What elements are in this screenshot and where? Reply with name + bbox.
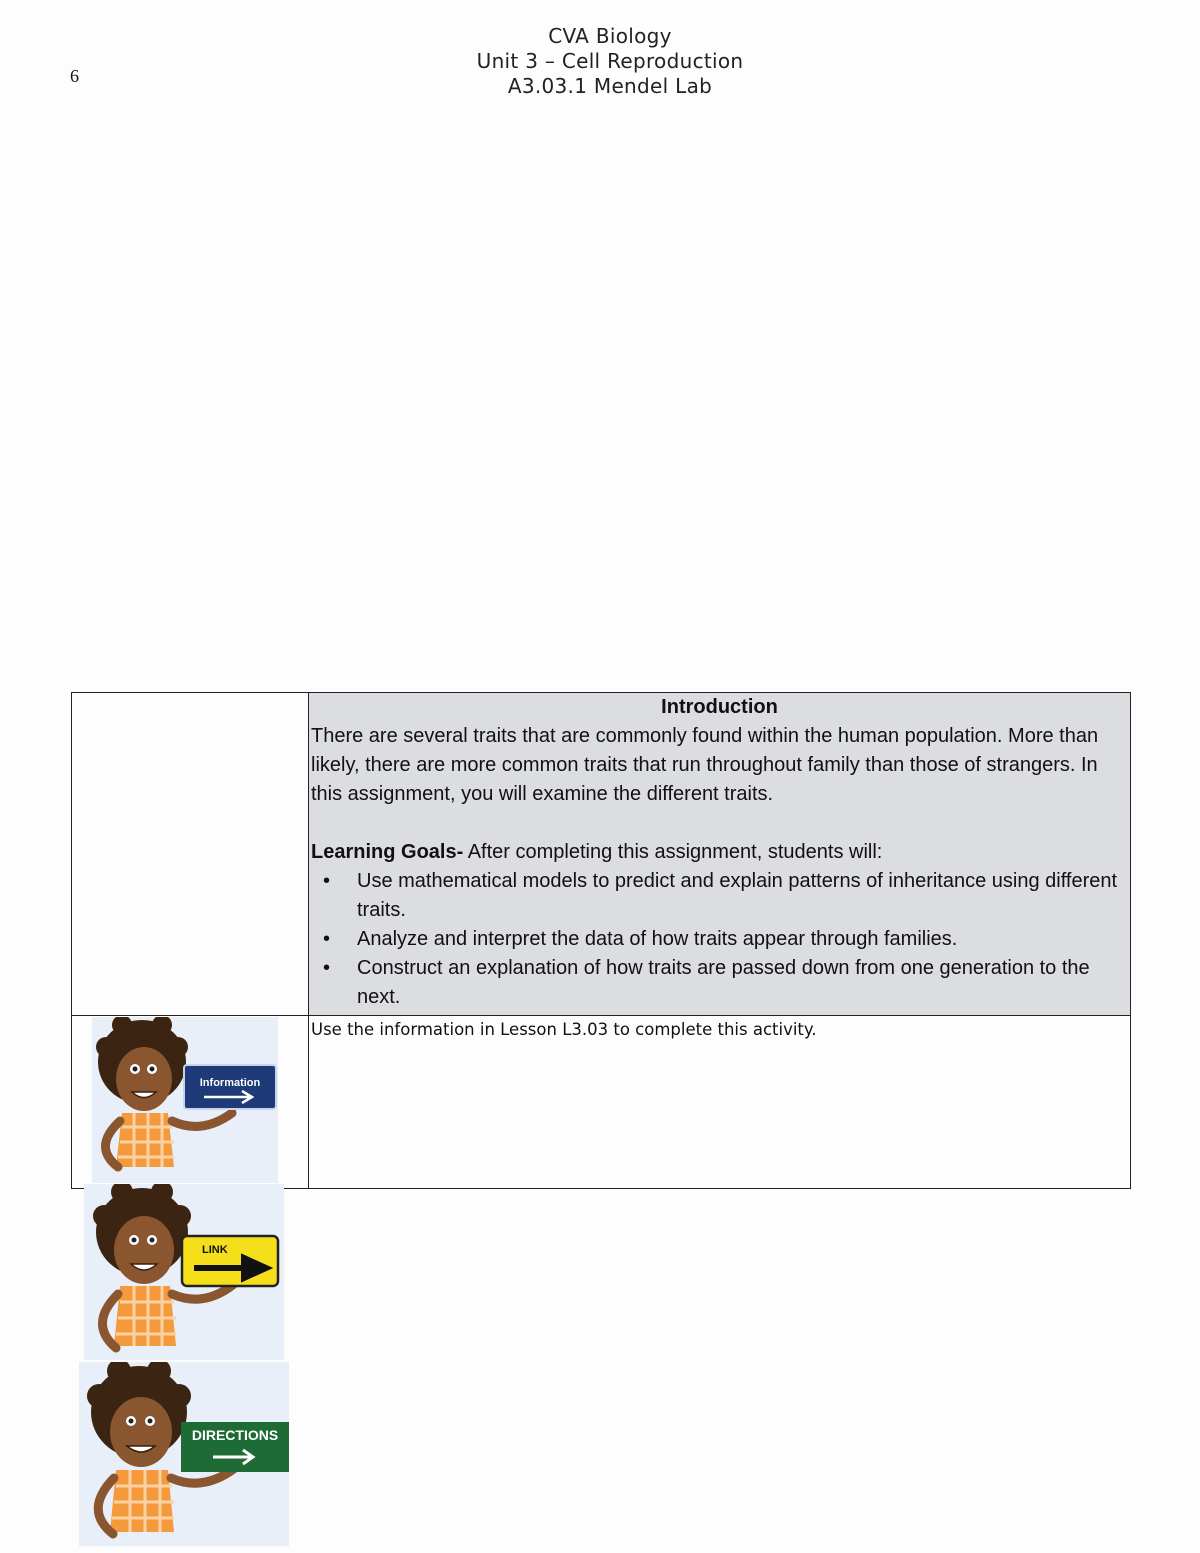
directions-character-image	[79, 1362, 289, 1546]
link-sign-label: LINK	[202, 1244, 228, 1256]
learning-goals-list	[311, 867, 1128, 1012]
document-header	[400, 24, 820, 99]
header-assignment: A3.03.1 Mendel Lab	[507, 74, 713, 98]
link-character-image	[84, 1184, 284, 1360]
header-unit: Unit 3 – Cell Reproduction	[476, 49, 744, 73]
introduction-heading: Introduction	[661, 696, 778, 718]
information-sign-label: Information	[199, 1077, 261, 1089]
learning-goals-label: Learning Goals-	[311, 841, 464, 863]
page-number: 6	[70, 66, 79, 86]
goal-item: • Analyze and interpret the data of how traits appear through families.	[357, 925, 1128, 954]
learning-goals-intro: After completing this assignment, students will:	[463, 841, 883, 863]
goal-item: • Construct an explanation of how traits are passed down from one generation to the next.	[357, 954, 1128, 1012]
information-text: Use the information in Lesson L3.03 to complete this activity.	[311, 1020, 817, 1039]
link-sign-icon	[182, 1236, 278, 1286]
intro-left-cell	[72, 693, 309, 1016]
introduction-cell	[309, 693, 1131, 1016]
introduction-body: There are several traits that are commonly found within the human population. More than likely, there are more common traits that run throughout family than those of strangers. In this assignment, you will examine the different traits.	[311, 725, 1099, 805]
information-text-cell	[309, 1016, 1131, 1189]
goal-item: • Use mathematical models to predict and explain patterns of inheritance using different traits.	[357, 867, 1128, 925]
information-character-image	[92, 1017, 278, 1183]
header-course: CVA Biology	[548, 24, 672, 48]
learning-goals	[311, 838, 1128, 867]
directions-sign-label: DIRECTIONS	[191, 1427, 279, 1443]
